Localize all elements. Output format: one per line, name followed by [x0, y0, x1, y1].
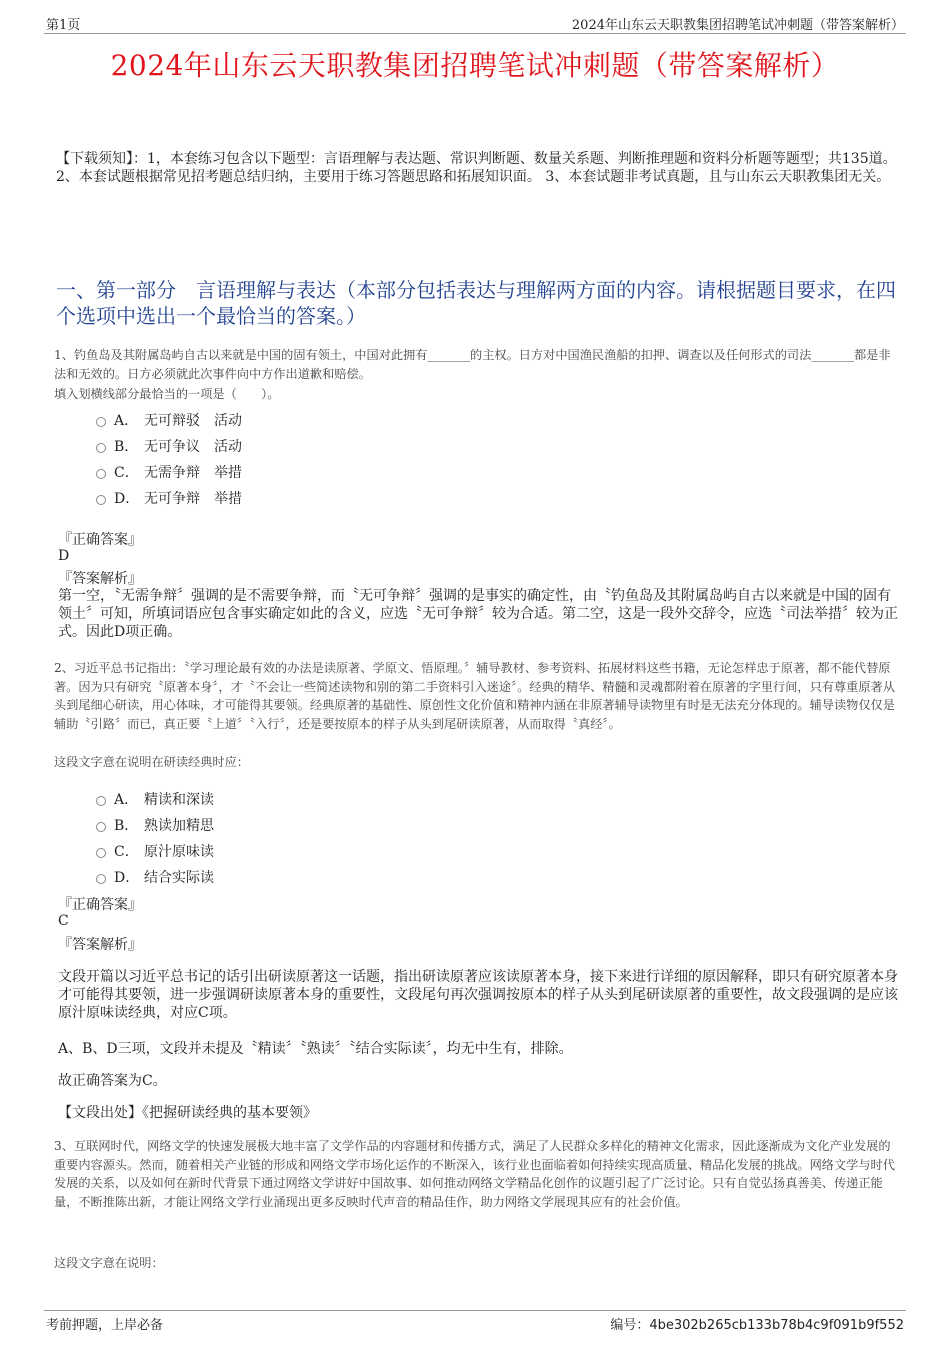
option-letter: C．	[114, 465, 139, 481]
option-letter: B．	[114, 818, 139, 834]
question-1-analysis: 第一空，〝无需争辩〞强调的是不需要争辩，而〝无可争辩〞强调的是事实的确定性，由〝钓鱼岛及其附属岛屿自古以来就是中国的固有领土〞可知，所填词语应包含事实确定如此的含义，应选〝无可争辩〞较为合适。第二空，这是一段外交辞令，应选〝司法举措〞较为正式。因此D项正确。	[58, 588, 898, 640]
option-text: 原汁原味读	[144, 844, 214, 860]
analysis-label: 『答案解析』	[58, 937, 142, 953]
option-text: 精读和深读	[144, 792, 214, 808]
question-1-prompt: 填入划横线部分最恰当的一项是（ ）。	[54, 387, 280, 401]
download-notice: 【下载须知】：1，本套练习包含以下题型：言语理解与表达题、常识判断题、数量关系题、判断推理题和资料分析题等题型；共135道。 2、本套试题根据常见招考题总结归纳，主要用于练习答题思路和拓展知识面。 3、本套试题非考试真题，且与山东云天职教集团无关。	[56, 151, 897, 185]
option-letter: C．	[114, 844, 139, 860]
radio-icon[interactable]	[96, 874, 106, 884]
option-letter: A．	[114, 413, 139, 429]
footer-slogan: 考前押题，上岸必备	[46, 1318, 164, 1333]
question-2-option-c[interactable]	[96, 841, 214, 861]
option-letter: B．	[114, 439, 139, 455]
radio-icon[interactable]	[96, 469, 106, 479]
radio-icon[interactable]	[96, 443, 106, 453]
header-divider	[44, 33, 906, 34]
question-3-prompt: 这段文字意在说明：	[54, 1256, 164, 1270]
question-1-option-a[interactable]	[96, 410, 242, 430]
radio-icon[interactable]	[96, 796, 106, 806]
radio-icon[interactable]	[96, 848, 106, 858]
page-number: 第1页	[46, 18, 81, 33]
footer-code-value: 4be302b265cb133b78b4c9f091b9f552	[649, 1318, 904, 1333]
option-letter: A．	[114, 792, 139, 808]
question-2-option-d[interactable]	[96, 867, 214, 887]
radio-icon[interactable]	[96, 495, 106, 505]
option-letter: D．	[114, 870, 140, 886]
footer-code-label: 编号：	[610, 1318, 650, 1333]
option-text: 无可争议 活动	[144, 439, 242, 455]
correct-answer-label: 『正确答案』	[58, 532, 142, 548]
question-2-source: 【文段出处】《把握研读经典的基本要领》	[58, 1105, 317, 1121]
option-text: 无需争辩 举措	[144, 465, 242, 481]
question-2-option-a[interactable]	[96, 789, 214, 809]
question-2-analysis-1: 文段开篇以习近平总书记的话引出研读原著这一话题，指出研读原著应该读原著本身，接下来进行详细的原因解释，即只有研究原著本身才可能得其要领，进一步强调研读原著本身的重要性，文段尾句再次强调按原本的样子从头到尾研读原著的重要性，故文段强调的是应该原汁原味读经典，对应C项。	[58, 969, 898, 1021]
question-2-option-b[interactable]	[96, 815, 214, 835]
question-1-option-d[interactable]	[96, 488, 242, 508]
question-2-prompt: 这段文字意在说明在研读经典时应：	[54, 755, 249, 769]
header-doc-title: 2024年山东云天职教集团招聘笔试冲刺题（带答案解析）	[571, 18, 904, 33]
page-title: 2024年山东云天职教集团招聘笔试冲刺题（带答案解析）	[110, 49, 840, 82]
question-2-answer: C	[58, 913, 69, 929]
correct-answer-label: 『正确答案』	[58, 897, 142, 913]
footer-divider	[44, 1310, 906, 1311]
footer-code	[610, 1314, 904, 1333]
radio-icon[interactable]	[96, 822, 106, 832]
question-2-analysis-3: 故正确答案为C。	[58, 1073, 167, 1089]
option-text: 结合实际读	[144, 870, 214, 886]
question-1-answer: D	[58, 548, 70, 564]
question-2-analysis-2: A、B、D三项，文段并未提及〝精读〞〝熟读〞〝结合实际读〞，均无中生有，排除。	[58, 1041, 573, 1057]
option-letter: D．	[114, 491, 140, 507]
option-text: 无可争辩 举措	[144, 491, 242, 507]
question-3-stem: 3、互联网时代，网络文学的快速发展极大地丰富了文学作品的内容题材和传播方式，满足了人民群众多样化的精神文化需求，因此逐渐成为文化产业发展的重要内容源头。然而，随着相关产业链的形成和网络文学市场化运作的不断深入，该行业也面临着如何持续实现高质量、精品化发展的挑战。网络文学与时代发展的关系，以及如何在新时代背景下通过网络文学讲好中国故事、如何推动网络文学精品化创作的议题引起了广泛讨论。只有自觉弘扬真善美、传递正能量，不断推陈出新，才能让网络文学行业涌现出更多反映时代声音的精品佳作，助力网络文学展现其应有的社会价值。	[54, 1139, 895, 1209]
question-1-option-c[interactable]	[96, 462, 242, 482]
question-2-stem: 2、习近平总书记指出：〝学习理论最有效的办法是读原著、学原文、悟原理。〞辅导教材、参考资料、拓展材料这些书籍，无论怎样忠于原著，都不能代替原著。因为只有研究〝原著本身〞，才〝不会让一些简述读物和别的第二手资料引入迷途〞。经典的精华、精髓和灵魂都附着在原著的字里行间，只有尊重原著从头到尾细心研读，用心体味，才可能得其要领。经典原著的基础性、原创性文化价值和精神内涵在非原著辅导读物里有时是无法充分体现的。辅导读物仅仅是辅助〝引路〞而已，真正要〝上道〞〝入行〞，还是要按原本的样子从头到尾研读原著，从而取得〝真经〞。	[54, 661, 895, 731]
question-1-option-b[interactable]	[96, 436, 242, 456]
section-heading: 一、第一部分 言语理解与表达（本部分包括表达与理解两方面的内容。请根据题目要求，在四个选项中选出一个最恰当的答案。）	[56, 278, 896, 328]
radio-icon[interactable]	[96, 417, 106, 427]
option-text: 熟读加精思	[144, 818, 214, 834]
question-1-stem: 1、钓鱼岛及其附属岛屿自古以来就是中国的固有领土，中国对此拥有_______的主权。日方对中国渔民渔船的扣押、调查以及任何形式的司法_______都是非法和无效的。日方必须就此次事件向中方作出道歉和赔偿。	[54, 348, 891, 381]
option-text: 无可辩驳 活动	[144, 413, 242, 429]
analysis-label: 『答案解析』	[58, 571, 142, 587]
